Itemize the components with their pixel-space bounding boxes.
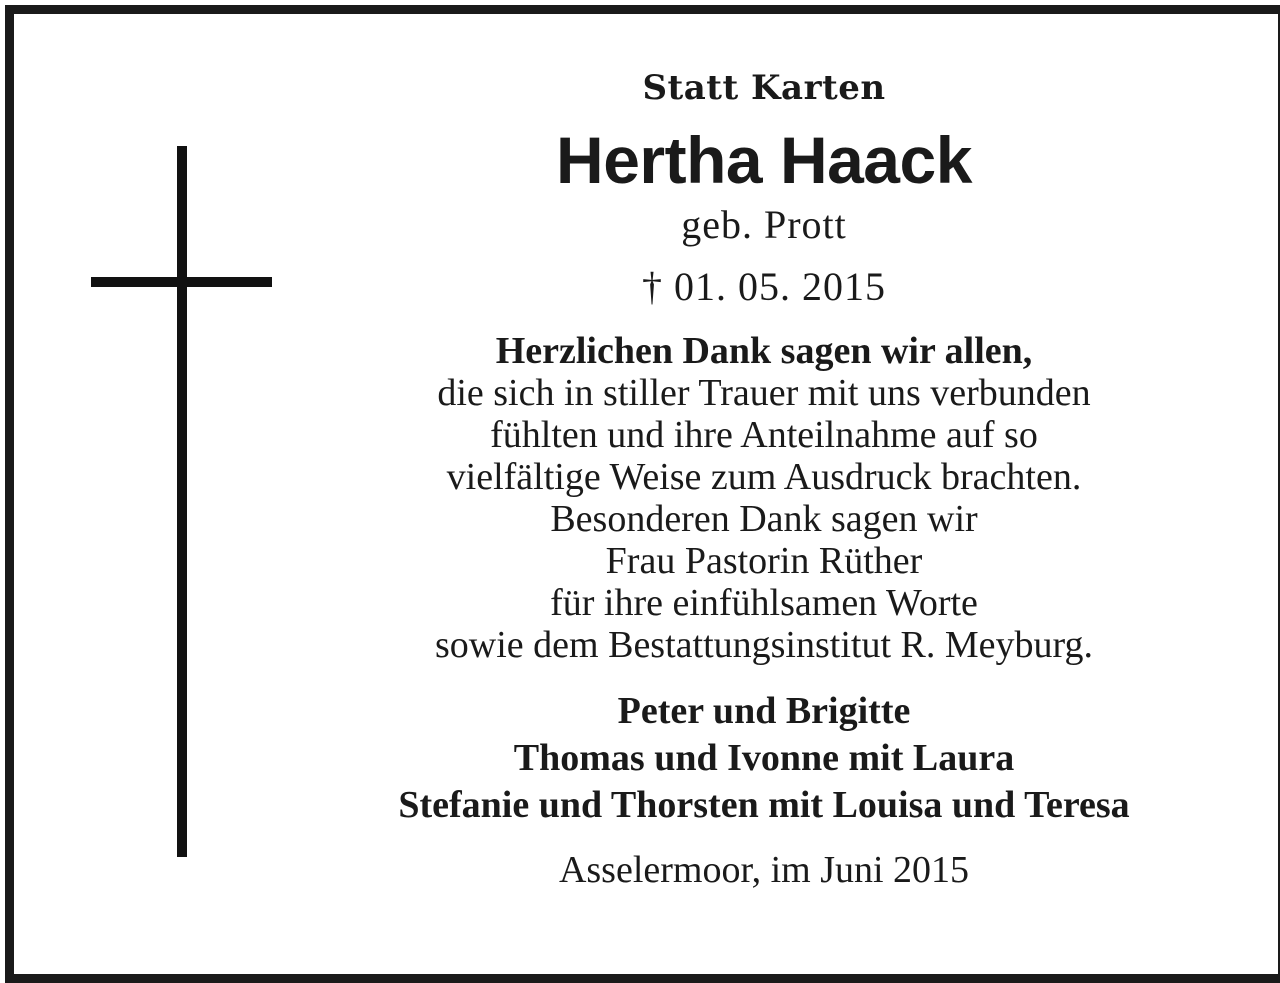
signature-line: Stefanie und Thorsten mit Louisa und Teresa (398, 784, 1130, 826)
notice-border (5, 5, 1280, 983)
thanks-line: fühlten und ihre Anteilnahme auf so (490, 414, 1038, 456)
signature-line: Peter und Brigitte (617, 690, 911, 732)
thanks-line: vielfältige Weise zum Ausdruck brachten. (446, 456, 1082, 498)
thanks-heading: Herzlichen Dank sagen wir allen, (495, 330, 1033, 372)
signature-line: Thomas und Ivonne mit Laura (513, 737, 1015, 779)
deceased-name: Hertha Haack (556, 123, 972, 197)
thanks-line: für ihre einfühlsamen Worte (550, 582, 978, 624)
thanks-line: Frau Pastorin Rüther (605, 540, 923, 582)
signatures-section (314, 688, 1214, 829)
thanks-line: Besonderen Dank sagen wir (550, 498, 978, 540)
place-date: Asselermoor, im Juni 2015 (558, 849, 970, 891)
birth-name: geb. Prott (681, 202, 847, 247)
thanks-line: sowie dem Bestattungsinstitut R. Meyburg. (435, 624, 1093, 666)
notice-content (314, 64, 1214, 893)
notice-header: Statt Karten (642, 68, 886, 108)
death-date: † 01. 05. 2015 (642, 264, 886, 309)
cross-vertical-bar (177, 146, 187, 857)
thanks-line: die sich in stiller Trauer mit uns verbunden (437, 372, 1091, 414)
thanks-section (314, 330, 1214, 666)
cross-horizontal-bar (91, 277, 272, 287)
